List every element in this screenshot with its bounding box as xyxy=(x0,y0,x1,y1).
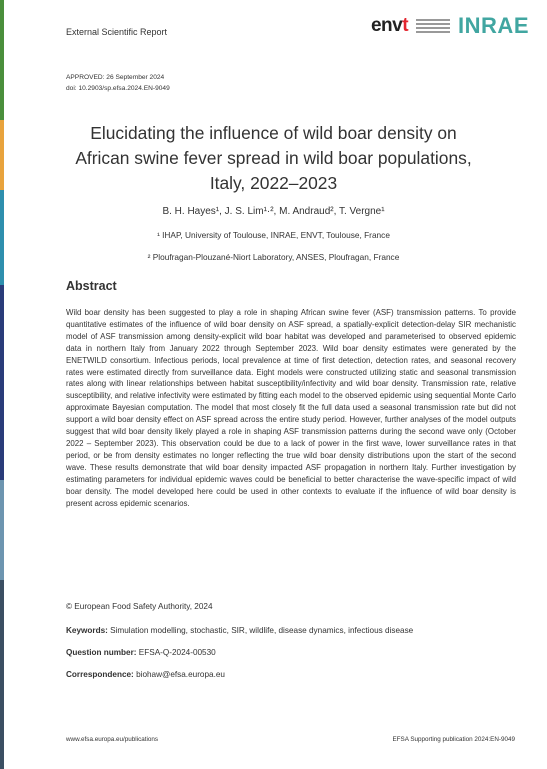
envt-logo: envt xyxy=(370,15,409,36)
title-line: African swine fever spread in wild boar populations, xyxy=(75,148,472,168)
correspondence-email[interactable]: biohaw@efsa.europa.eu xyxy=(136,670,225,679)
affiliation: ¹ IHAP, University of Toulouse, INRAE, ENVT, Toulouse, France xyxy=(157,230,390,240)
footer-website-link[interactable]: www.efsa.europa.eu/publications xyxy=(66,736,159,743)
keywords-label: Keywords: xyxy=(66,626,108,635)
color-band-orange xyxy=(0,120,4,190)
color-band-green xyxy=(0,0,4,120)
approval-date: APPROVED: 26 September 2024 xyxy=(66,74,165,81)
question-number xyxy=(66,648,216,657)
keywords-value: Simulation modelling, stochastic, SIR, wildlife, disease dynamics, infectious disease xyxy=(110,626,414,635)
doi: doi: 10.2903/sp.efsa.2024.EN-9049 xyxy=(66,85,170,92)
partner-logos xyxy=(371,12,529,40)
title-line: Italy, 2022–2023 xyxy=(209,173,338,193)
publication-meta xyxy=(66,72,170,94)
correspondence xyxy=(66,670,225,679)
color-band-slate xyxy=(0,580,4,769)
color-band-navy xyxy=(0,285,4,480)
abstract-body xyxy=(66,307,516,509)
left-color-bar xyxy=(0,0,4,769)
correspondence-label: Correspondence: xyxy=(66,670,134,679)
inrae-logo: INRAE xyxy=(458,13,529,38)
copyright-notice: © European Food Safety Authority, 2024 xyxy=(66,602,213,611)
question-number-label: Question number: xyxy=(66,648,137,657)
report-type-label: External Scientific Report xyxy=(66,27,168,37)
title-line: Elucidating the influence of wild boar density on xyxy=(90,123,457,143)
question-number-value: EFSA-Q-2024-00530 xyxy=(138,648,216,657)
author-list: B. H. Hayes¹, J. S. Lim¹·², M. Andraud², T. Vergne¹ xyxy=(162,206,385,217)
paper-title xyxy=(40,121,507,196)
footer-publication-id: EFSA Supporting publication 2024:EN-9049 xyxy=(392,736,515,743)
abstract-heading: Abstract xyxy=(66,279,117,293)
envt-logo-tagline-graphic xyxy=(416,19,450,33)
affiliation: ² Ploufragan-Plouzané-Niort Laboratory, ANSES, Ploufragan, France xyxy=(147,252,400,262)
color-band-steel xyxy=(0,480,4,580)
abstract-paragraph: Wild boar density has been suggested to play a role in shaping African swine fever (ASF) transmission patterns. To provide quantitative estimates of the influence of wild boar density on ASF spread, a spatially-explicit detection-delay SIR mechanistic model of ASF transmission among density-explicit wild boar habitat was developed and parameterised to observed epidemic data in northern Italy from January 2022 through September 2023. Wild boar density estimates were generated by the ENETWILD consortium. Infectious periods, local prevalence at time of first detection, detection rates, and seasonal recovery rates were estimated directly from surveillance data. Eight models were constructed utilizing static and seasonal transmission rates along with linear relationships between habitat susceptibility/infectivity and wild boar density. Transmission rate, relative susceptibility, and relative infectivity were estimated by fitting each model to the observed epidemic using sequential Monte Carlo approximate Bayesian computation. The model that most closely fit the full data used a seasonal transmission rate but did not support a wild boar density effect on ASF spread across the entire study period. However, further analyses of the model outputs suggest that wild boar density likely played a role in shaping ASF transmission patterns during the second wave only (October 2022 – September 2023). This observation could be due to a lack of power in the first wave, lower surveillance rates in that period, or be from density estimates no longer reflecting the true wild boar density distributions upon the start of the second wave. These results demonstrate that wild boar density impacted ASF propagation in northern Italy. Further investigation by estimating parameters for individual epidemic waves could be beneficial to better characterise the wave-specific impact of wild boar density. The model developed here could be used in other contexts to evaluate if the influence of wild boar density is present across epidemic scenarios. xyxy=(66,308,516,508)
keywords xyxy=(66,626,413,635)
